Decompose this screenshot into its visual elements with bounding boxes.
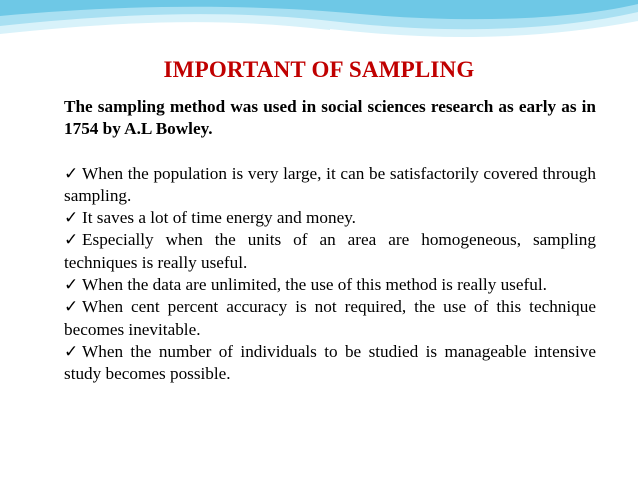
paragraph-spacer (64, 141, 596, 163)
bullet-text: When the population is very large, it can be satisfactorily covered through sampling. (64, 163, 596, 205)
bullet-text: Especially when the units of an area are homogeneous, sampling techniques is really useful. (64, 230, 596, 272)
list-item (64, 296, 596, 341)
checkmark-icon: ✓ (64, 275, 79, 295)
bullet-text: When the number of individuals to be studied is manageable intensive study becomes possible. (64, 341, 596, 384)
intro-paragraph: The sampling method was used in social sciences research as early as in 1754 by A.L Bowley. (64, 97, 596, 139)
checkmark-icon: ✓ (64, 208, 79, 228)
list-item (64, 274, 596, 296)
checkmark-icon: ✓ (64, 230, 79, 250)
bullet-list (64, 163, 596, 386)
bullet-text: It saves a lot of time energy and money. (82, 208, 356, 228)
slide-title: IMPORTANT OF SAMPLING (163, 57, 475, 82)
list-item (64, 341, 596, 386)
header-wave-decoration (0, 0, 638, 60)
checkmark-icon: ✓ (64, 163, 79, 183)
checkmark-icon: ✓ (64, 297, 79, 317)
checkmark-icon: ✓ (64, 341, 79, 361)
list-item (64, 207, 596, 229)
list-item (64, 163, 596, 208)
bullet-text: When cent percent accuracy is not required, the use of this technique becomes inevitable. (64, 297, 596, 339)
list-item (64, 229, 596, 274)
slide-content (64, 96, 596, 386)
bullet-text: When the data are unlimited, the use of this method is really useful. (82, 275, 547, 295)
